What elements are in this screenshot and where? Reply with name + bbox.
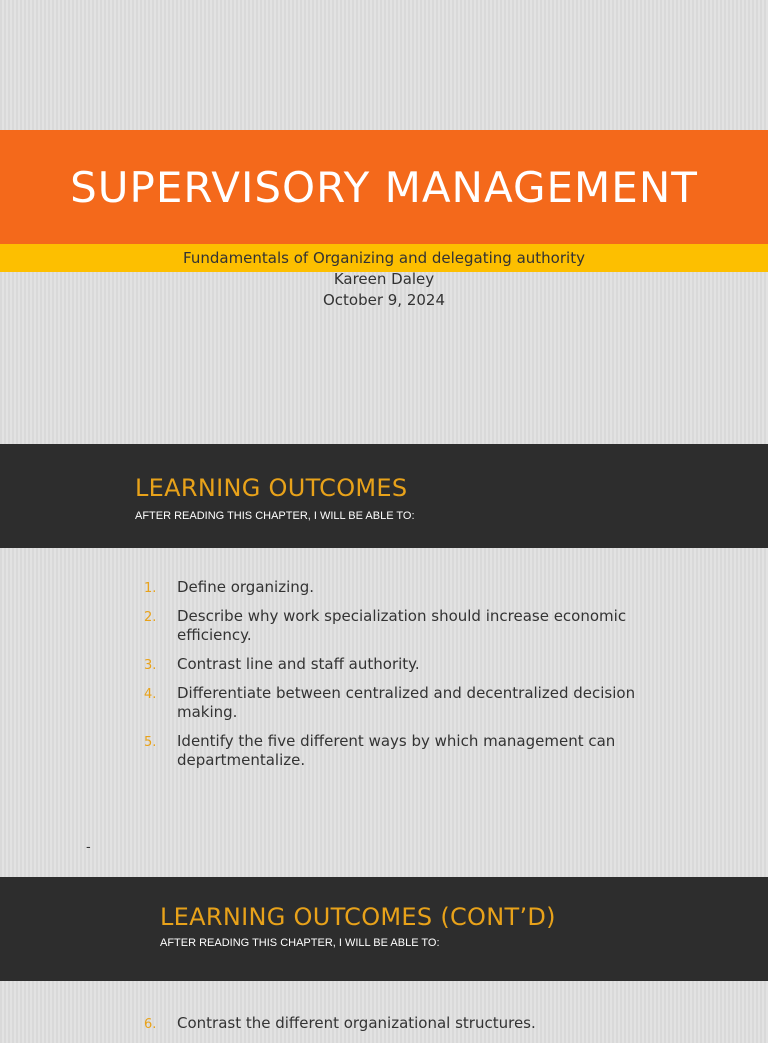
list-item: [140, 607, 640, 645]
list-number: 2.: [144, 610, 157, 625]
slide-heading: LEARNING OUTCOMES (CONT’D): [160, 903, 556, 931]
title-band: [0, 130, 768, 244]
learning-outcomes-cont-slide: [0, 877, 768, 1032]
slide-subheading: AFTER READING THIS CHAPTER, I WILL BE ABLE TO:: [160, 937, 440, 949]
list-text: Define organizing.: [177, 578, 315, 596]
list-number: 5.: [144, 735, 157, 750]
slide-subheading: AFTER READING THIS CHAPTER, I WILL BE ABLE TO:: [135, 510, 415, 522]
list-number: 6.: [144, 1017, 157, 1032]
learning-outcomes-slide: [0, 444, 768, 876]
presentation-subtitle: Fundamentals of Organizing and delegating authority: [183, 249, 585, 267]
list-item: [140, 655, 640, 674]
list-item: [140, 1014, 640, 1033]
list-item: [140, 732, 640, 770]
list-text: Differentiate between centralized and decentralized decision making.: [177, 684, 636, 721]
list-text: Contrast the different organizational structures.: [177, 1014, 536, 1032]
author-name: Kareen Daley: [333, 270, 435, 288]
slide-header: [0, 444, 768, 548]
subtitle-band: [0, 244, 768, 272]
list-text: Identify the five different ways by which management can departmentalize.: [177, 732, 616, 769]
title-slide: [0, 0, 768, 440]
list-item: [140, 684, 640, 722]
slide-header: [0, 877, 768, 981]
list-number: 3.: [144, 658, 157, 673]
presentation-date: October 9, 2024: [322, 291, 446, 309]
footnote-dash: -: [86, 840, 91, 855]
outcomes-list: [140, 578, 640, 780]
list-number: 4.: [144, 687, 157, 702]
presentation-title: SUPERVISORY MANAGEMENT: [70, 162, 698, 212]
outcomes-list: [140, 1014, 640, 1043]
slide-heading: LEARNING OUTCOMES: [135, 474, 408, 502]
list-item: [140, 578, 640, 597]
list-number: 1.: [144, 581, 157, 596]
list-text: Contrast line and staff authority.: [177, 655, 420, 673]
list-text: Describe why work specialization should increase economic efficiency.: [177, 607, 627, 644]
